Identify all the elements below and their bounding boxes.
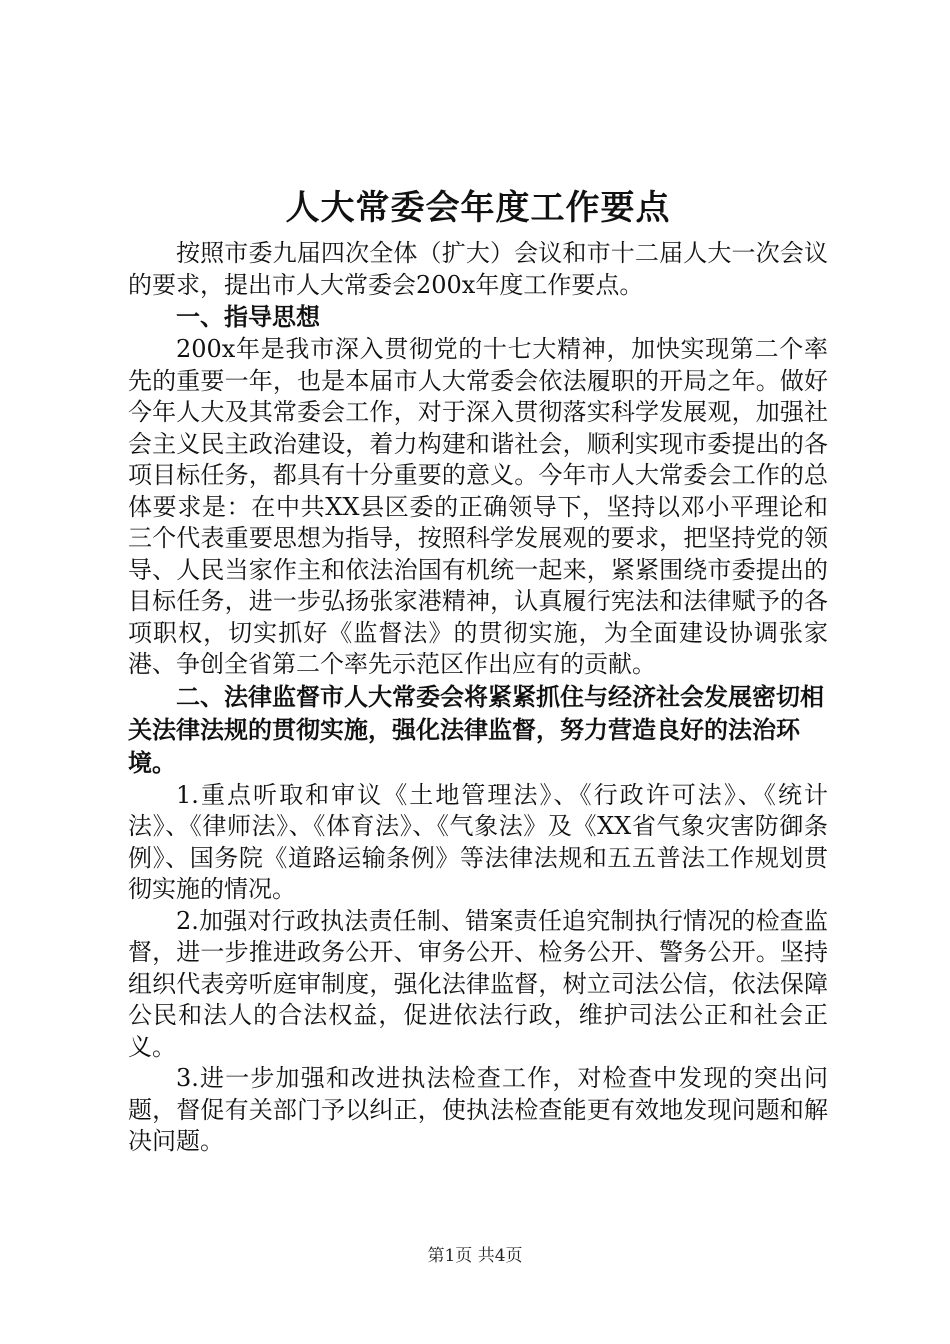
- section-heading-legal-supervision: 二、法律监督市人大常委会将紧紧抓住与经济社会发展密切相关法律法规的贯彻实施，强化法律监督，努力营造良好的法治环境。: [128, 682, 824, 777]
- intro-paragraph: 按照市委九届四次全体（扩大）会议和市十二届人大一次会议的要求，提出市人大常委会200x年度工作要点。: [128, 239, 828, 299]
- section-paragraph-guiding-ideology: 200x年是我市深入贯彻党的十七大精神，加快实现第二个率先的重要一年，也是本届市人大常委会依法履职的开局之年。做好今年人大及其常委会工作，对于深入贯彻落实科学发展观，加强社会主义民主政治建设，着力构建和谐社会，顺利实现市委提出的各项目标任务，都具有十分重要的意义。今年市人大常委会工作的总体要求是：在中共XX县区委的正确领导下，坚持以邓小平理论和三个代表重要思想为指导，按照科学发展观的要求，把坚持党的领导、人民当家作主和依法治国有机统一起来，紧紧围绕市委提出的目标任务，进一步弘扬张家港精神，认真履行宪法和法律赋予的各项职权，切实抓好《监督法》的贯彻实施，为全面建设协调张家港、争创全省第二个率先示范区作出应有的贡献。: [128, 335, 828, 678]
- document-title: 人大常委会年度工作要点: [285, 188, 671, 228]
- list-item-2: 2.加强对行政执法责任制、错案责任追究制执行情况的检查监督，进一步推进政务公开、审务公开、检务公开、警务公开。坚持组织代表旁听庭审制度，强化法律监督，树立司法公信，依法保障公民和法人的合法权益，促进依法行政，维护司法公正和社会正义。: [128, 906, 828, 1061]
- section-heading-guiding-ideology: 一、指导思想: [176, 303, 320, 331]
- page-number-footer: 第1页 共4页: [427, 1246, 523, 1266]
- list-item-1: 1.重点听取和审议《土地管理法》、《行政许可法》、《统计法》、《律师法》、《体育法》、《气象法》及《XX省气象灾害防御条例》、国务院《道路运输条例》等法律法规和五五普法工作规划贯彻实施的情况。: [128, 780, 828, 903]
- list-item-3: 3.进一步加强和改进执法检查工作，对检查中发现的突出问题，督促有关部门予以纠正，使执法检查能更有效地发现问题和解决问题。: [128, 1064, 828, 1155]
- document-body: [128, 182, 828, 1158]
